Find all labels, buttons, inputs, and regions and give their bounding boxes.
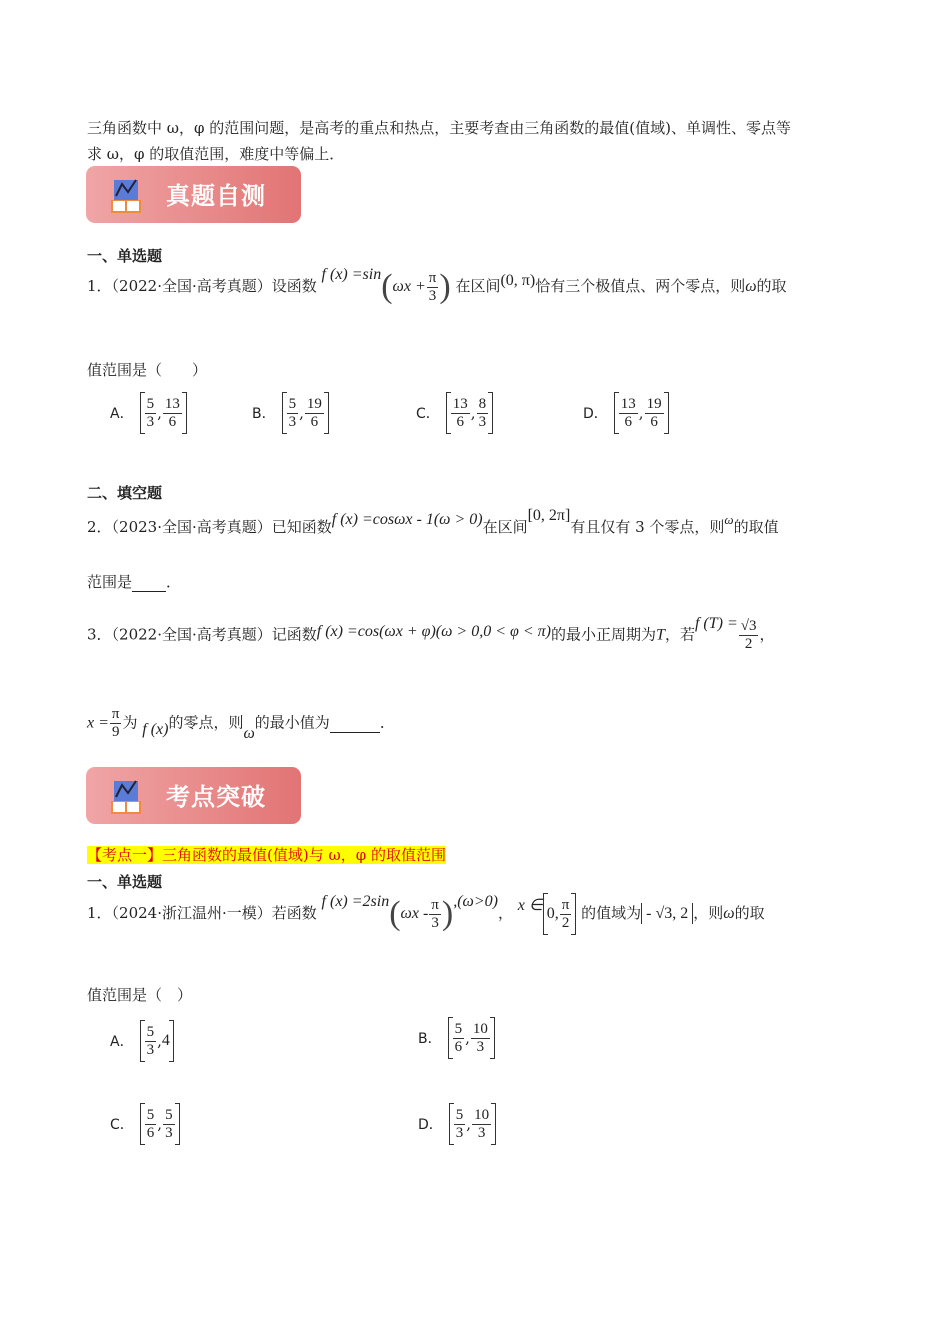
question-3-line-2: x = $\frac{\pi}{9}$ 为 f (x)的零点，则ω的最小值为 ． [87,706,395,742]
formula: f (T) = [694,614,738,632]
question-1b: 1．（2024·浙江温州·一模）若函数 f (x) =2sin(ωx - $\frac{\pi}{3}$ ),(ω>0)， x ∈ 0, $\frac{\pi}{2}$ 的值域为 - √3, 2 ，则ω的取 [87,893,765,935]
fraction: $\frac{5}{3}$ [146,395,155,430]
question-text: 有且仅有 3 个零点，则 [570,518,725,536]
formula: [0, 2π] [527,507,571,524]
formula: ωx - [400,905,429,922]
formula: x = [87,714,109,732]
kaodian-title: 【考点一】三角函数的最值(值域)与 ω，φ 的取值范围 [87,846,446,864]
fraction: $\frac{13}{6}$ [620,395,636,430]
formula: T [656,626,665,644]
question-text: 的取值 [733,518,779,536]
fraction: $\frac{5}{3}$ [165,1106,173,1141]
interval-bracket: 0, $\frac{\pi}{2}$ [543,893,577,935]
question-1-line-2: 值范围是（ ） [87,361,208,379]
fraction: $\frac{5}{3}$ [146,1023,155,1058]
answer-blank[interactable] [330,714,380,733]
banner-title: 考点突破 [166,783,266,811]
option-c[interactable]: C． $\frac{13}{6}$ , $\frac{8}{3}$ [416,392,493,434]
fraction: $\frac{5}{6}$ [454,1020,463,1055]
intro-line-1: 三角函数中 ω，φ 的范围问题，是高考的重点和热点，主要考查由三角函数的最值(值域)、单调性、零点等 [87,119,791,137]
section-heading: 一、单选题 [87,873,163,891]
fraction: $\frac{10}{3}$ [474,1106,490,1141]
fraction: $\frac{19}{6}$ [646,395,662,430]
fraction: $\frac{5}{3}$ [455,1106,464,1141]
option-d[interactable]: D． $\frac{5}{3}$ , $\frac{10}{3}$ [418,1103,496,1145]
option-d[interactable]: D． $\frac{13}{6}$ , $\frac{19}{6}$ [583,392,669,434]
formula: f (x) =2sin [321,893,390,910]
question-text: 3．（2022·全国·高考真题）记函数 [87,625,317,644]
fraction: $\frac{10}{3}$ [472,1020,488,1055]
intro-line-2: 求 ω，φ 的取值范围，难度中等偏上． [87,145,345,163]
formula: ω [243,724,255,742]
section-heading: 一、单选题 [87,247,163,265]
fraction: $\frac{19}{6}$ [306,395,322,430]
fraction: $\frac{\pi}{3}$ [431,896,439,931]
answer-blank[interactable] [132,573,166,592]
question-text: ，若 [664,625,695,644]
question-text: 1．（2024·浙江温州·一模）若函数 [87,904,317,922]
banner-zhenti [86,166,301,223]
formula: ω [745,278,757,295]
fraction: $\frac{\pi}{9}$ [111,706,120,740]
formula: f (x) =cos(ωx + φ)(ω > 0,0 < φ < π) [316,622,552,640]
fraction: $\frac{√3}{2}$ [740,618,757,652]
fraction: $\frac{13}{6}$ [452,395,468,430]
question-text: 的最小正周期为 [551,625,657,644]
formula: ω [724,512,734,527]
question-text: 1．（2022·全国·高考真题）设函数 [87,277,317,295]
fraction: $\frac{5}{3}$ [288,395,297,430]
section-heading: 二、填空题 [87,484,163,502]
range: - √3, 2 [641,903,693,924]
fraction: $\frac{5}{6}$ [146,1106,155,1141]
option-b[interactable]: B． $\frac{5}{6}$ , $\frac{10}{3}$ [418,1017,495,1059]
question-1b-line-2: 值范围是（ ） [87,986,193,1004]
book-chart-icon [110,176,142,214]
question-3: 3．（2022·全国·高考真题）记函数f (x) =cos(ωx + φ)(ω > 0,0 < φ < π)的最小正周期为T，若f (T) = $\frac{√3}{2}$ ， [87,614,775,652]
formula: f (x) =sin [321,266,382,283]
option-c[interactable]: C． $\frac{5}{6}$ , $\frac{5}{3}$ [110,1103,180,1145]
formula: f (x) [142,720,169,738]
banner-title: 真题自测 [166,182,266,210]
question-text: 的值域为 [581,904,642,922]
banner-kaodian [86,767,301,824]
formula: (0, π) [500,272,536,289]
question-2 [87,507,779,537]
formula: ωx + [392,278,426,295]
formula: ,(ω>0) [453,893,498,910]
question-1: 1．（2022·全国·高考真题）设函数 f (x) =sin(ωx + $\frac{\pi}{3}$ ) 在区间(0, π)恰有三个极值点、两个零点，则ω的取 [87,266,787,305]
formula: f (x) =cosωx - 1(ω > 0) [331,511,483,528]
formula: x ∈ [517,897,543,914]
question-text: 在区间 [482,518,528,536]
question-text: 2．（2023·全国·高考真题）已知函数 [87,518,332,536]
option-a[interactable]: A． $\frac{5}{3}$ , 4 [110,1020,174,1062]
question-2-line-2: 范围是 ． [87,573,182,591]
question-text: 在区间 [455,277,501,295]
fraction: $\frac{13}{6}$ [164,395,180,430]
question-text: 恰有三个极值点、两个零点，则 [535,277,746,295]
option-a[interactable]: A． $\frac{5}{3}$ , $\frac{13}{6}$ [110,392,187,434]
fraction: $\frac{\pi}{3}$ [428,269,437,304]
option-b[interactable]: B． $\frac{5}{3}$ , $\frac{19}{6}$ [252,392,329,434]
fraction: $\frac{8}{3}$ [478,395,487,430]
question-text: 的取 [756,277,787,295]
book-chart-icon [110,777,142,815]
